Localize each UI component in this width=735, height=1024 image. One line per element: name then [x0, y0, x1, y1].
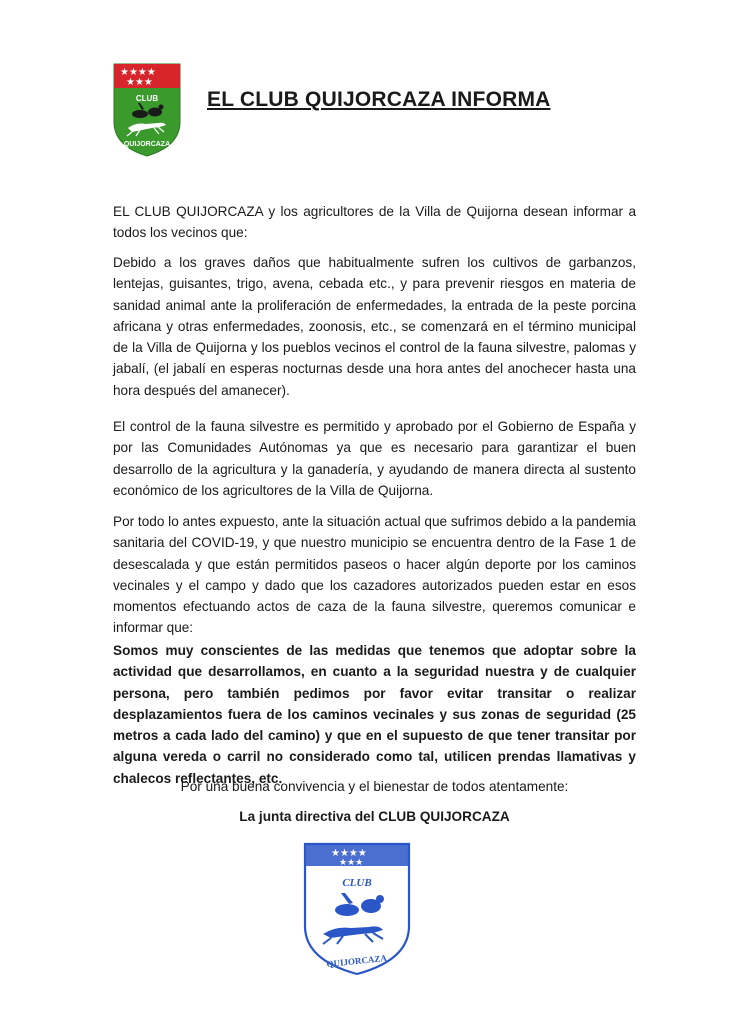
- star-icons: [120, 67, 156, 88]
- page-title: EL CLUB QUIJORCAZA INFORMA: [207, 88, 551, 111]
- svg-text:★★★: ★★★: [126, 77, 153, 88]
- covid-paragraph: Por todo lo antes expuesto, ante la situación actual que sufrimos debido a la pandemia sanitaria del COVID-19, y que nuestro municipio se encuentra dentro de la Fase 1 de desescalada y que están permitidos paseos o hacer algún deporte por los caminos vecinales y el campo y dado que los cazadores autorizados pueden estar en esos momentos efectuando actos de caza de la fauna silvestre, queremos comunicar e informar que:: [113, 514, 636, 636]
- svg-text:★★★★: ★★★★: [331, 848, 367, 859]
- logo-top-text: CLUB: [135, 94, 159, 103]
- closing-line: Por una buena convivencia y el bienestar de todos atentamente:: [180, 779, 569, 794]
- stamp-bottom-text: QUIJORCAZA: [326, 952, 388, 970]
- damages-paragraph: Debido a los graves daños que habitualmente sufren los cultivos de garbanzos, lentejas, guisantes, trigo, avena, cebada etc., y para prevenir riesgos en materia de sanidad animal ante la proliferación de enfermedades, la entrada de la peste porcina africana y otras enfermedades, zoonosis, etc., se comenzará en el término municipal de la Villa de Quijorna y los pueblos vecinos el control de la fauna silvestre, palomas y jabalí, (el jabalí en esperas nocturnas desde una hora antes del anochecer hasta una hora después del amanecer).: [113, 255, 636, 398]
- stamp-dog-icon: [323, 926, 383, 944]
- logo-bottom-text: QUIJORCAZA: [123, 141, 171, 148]
- stamp-top-text: CLUB: [342, 877, 372, 889]
- control-paragraph: El control de la fauna silvestre es permitido y aprobado por el Gobierno de España y por las Comunidades Autónomas ya que es necesario para garantizar el buen desarrollo de la agricultura y la ganadería, y ayudando de manera directa al sustento económico de los agricultores de la Villa de Quijorna.: [113, 419, 636, 498]
- club-stamp: [301, 838, 413, 978]
- intro-paragraph: EL CLUB QUIJORCAZA y los agricultores de la Villa de Quijorna desean informar a todos los vecinos que:: [113, 204, 636, 241]
- stamp-rabbit-partridge-icon: [335, 893, 384, 916]
- svg-text:★★★★: ★★★★: [120, 67, 156, 78]
- svg-text:★★★: ★★★: [339, 858, 364, 868]
- club-logo: [112, 62, 182, 158]
- signature-line: La junta directiva del CLUB QUIJORCAZA: [239, 809, 510, 824]
- safety-request-paragraph: Somos muy conscientes de las medidas que tenemos que adoptar sobre la actividad que desarrollamos, en cuanto a la seguridad nuestra y de cualquier persona, pero también pedimos por favor evitar transitar o realizar desplazamientos fuera de los caminos vecinales y sus zonas de seguridad (25 metros a cada lado del camino) y que en el supuesto de que tener transitar por alguna vereda o carril no considerado como tal, utilicen prendas llamativas y chalecos reflectantes, etc.: [113, 643, 636, 786]
